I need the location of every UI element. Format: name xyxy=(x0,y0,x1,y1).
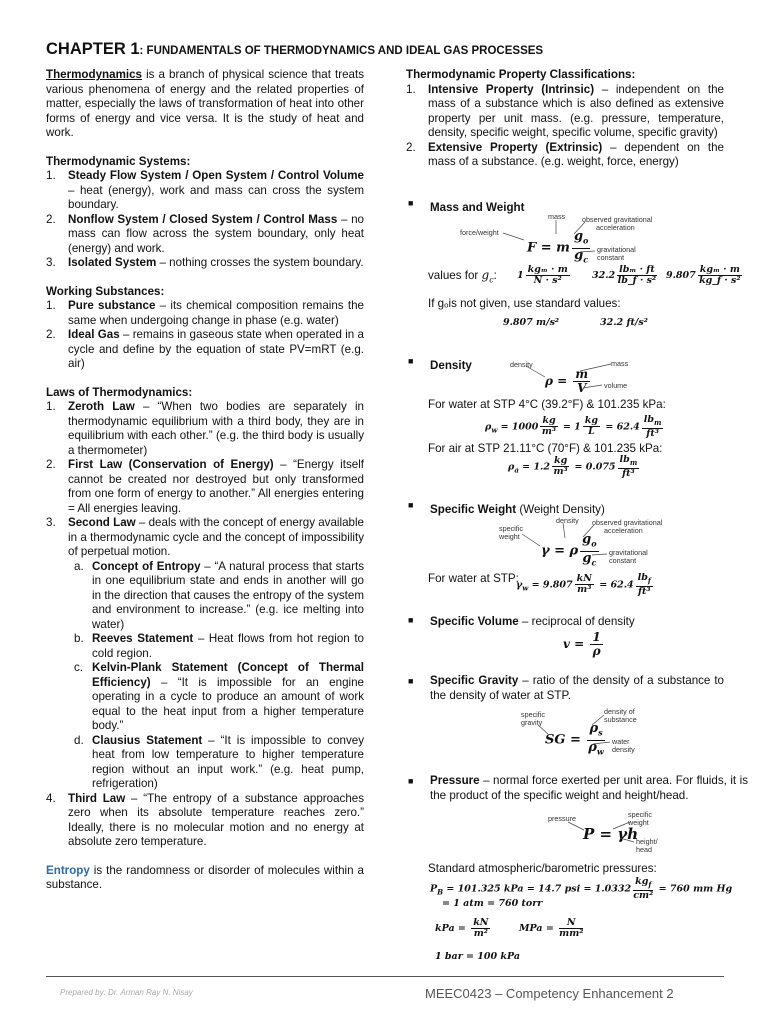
footer-course: MEEC0423 – Competency Enhancement 2 xyxy=(425,986,674,1001)
item-text: – dependent on the mass of a substance. (e.g. weight, force, energy) xyxy=(428,140,724,168)
gc-value-coef: 32.2 xyxy=(592,270,616,281)
item-text: – “When two bodies are separately in thermodynamic equilibrium with a third body, they are in equilibrium with each other.” (e.g. the third body is usually a thermometer) xyxy=(68,400,364,457)
annotation-specific: specific xyxy=(521,710,545,719)
bullet-icon: ■ xyxy=(408,356,414,366)
annotation-substance: substance xyxy=(604,715,637,724)
gc-value-coef: 9.807 xyxy=(666,270,696,281)
item-term: First Law (Conservation of Energy) xyxy=(68,458,274,471)
standard-values-note: If gₒis not given, use standard values: xyxy=(428,297,621,310)
item-term: Pure substance xyxy=(68,299,156,312)
gc-value-num: lbₘ · ft xyxy=(619,264,655,275)
systems-heading: Thermodynamic Systems: xyxy=(46,154,191,168)
item-text: – deals with the concept of energy available in a thermodynamic cycle and the concept of impossibility of perpetual motion. xyxy=(68,516,364,558)
annotation-constant: constant xyxy=(597,253,625,262)
classifications-heading: Thermodynamic Property Classifications: xyxy=(406,68,636,81)
item-text: – no mass can flow across the system boundary, only heat (energy) and work. xyxy=(68,212,364,255)
gc-value-den: N · s² xyxy=(533,275,562,286)
bullet-icon: ■ xyxy=(408,776,414,786)
gc-value-den: lb_f · s² xyxy=(617,275,657,286)
footer-divider xyxy=(46,976,724,977)
annotation-volume: volume xyxy=(604,381,628,390)
bullet-icon: ■ xyxy=(408,676,414,686)
item-number: 1. xyxy=(46,400,56,413)
annotation-weight: weight xyxy=(628,818,649,827)
gc-value-num: kgₘ · m xyxy=(527,264,568,275)
annotation-water-density: density xyxy=(612,745,635,754)
item-text: – remains in gaseous state when operated in a cycle and define by the equation of state PV=mRT (e.g. air) xyxy=(68,328,364,370)
entropy-term: Entropy xyxy=(46,863,90,877)
annotation-acceleration: acceleration xyxy=(604,526,643,535)
mpa-definition: MPa = $\frac{N}{\text{mm²}}$ xyxy=(519,917,584,939)
annotation-pressure: pressure xyxy=(548,814,576,823)
annotation-weight: weight xyxy=(499,532,520,541)
item-number: 3. xyxy=(46,516,56,529)
annotation-head: head xyxy=(636,845,652,854)
annotation-specific: specific xyxy=(499,524,523,533)
density-water-formula: $\rho_w = 1000$ $\frac{kg}{\text{m³}}$ = 1 $\frac{kg}{L}$ = 62.4 $\frac{lb_m}{\text{ft³}}$ xyxy=(485,414,662,439)
item-number: 3. xyxy=(46,256,56,269)
item-letter: d. xyxy=(74,733,84,747)
density-water-note: For water at STP 4°C (39.2°F) & 101.235 kPa: xyxy=(428,398,666,411)
annotation-gravitational-const: gravitational xyxy=(609,548,648,557)
item-term: Steady Flow System / Open System / Control Volume xyxy=(68,169,364,182)
annotation-density: density xyxy=(556,516,579,525)
density-equation: ρ = $\frac{m}{V}$ xyxy=(545,367,589,395)
substances-heading: Working Substances: xyxy=(46,284,165,298)
specific-volume-heading: Specific Volume xyxy=(430,615,519,628)
specific-weight-heading: Specific Weight xyxy=(430,503,517,516)
item-number: 2. xyxy=(46,212,56,226)
item-number: 2. xyxy=(46,458,56,471)
item-term: Reeves Statement xyxy=(92,632,194,645)
item-term: Extensive Property (Extrinsic) xyxy=(428,140,603,154)
item-term: Clausius Statement xyxy=(92,733,203,747)
annotation-constant: constant xyxy=(609,556,637,565)
item-text: – Heat flows from hot region to cold region. xyxy=(92,632,364,660)
item-term: Kelvin-Plank Statement (Concept of Thermal Efficiency) xyxy=(92,661,364,689)
bullet-icon: ■ xyxy=(408,198,414,208)
standard-value-si: 9.807 m/s² xyxy=(503,317,560,328)
item-text: – “Energy itself cannot be created nor destroyed but only transformed from one form of energy to another.” All energies entering = All energies leaving. xyxy=(68,458,364,515)
annotation-density-of: density of xyxy=(604,707,635,716)
gc-values-label: values for $g_c$: xyxy=(428,268,497,285)
pressure-heading: Pressure xyxy=(430,774,480,787)
item-term: Second Law xyxy=(68,516,136,529)
footer-author: Prepared by: Dr. Arman Ray N. Nisay xyxy=(60,988,193,997)
item-number: 2. xyxy=(406,140,416,154)
item-text: – “It is impossible for an engine operating in a cycle to produce an amount of work equal to the heat input from a higher temperature body.” xyxy=(92,675,364,732)
specific-weight-paren: (Weight Density) xyxy=(516,503,605,516)
gc-subscript: c xyxy=(489,275,494,285)
standard-value-english: 32.2 ft/s² xyxy=(600,317,648,328)
item-letter: a. xyxy=(74,559,84,573)
chapter-name: : FUNDAMENTALS OF THERMODYNAMICS AND IDEAL GAS PROCESSES xyxy=(139,45,544,57)
chapter-number: CHAPTER 1 xyxy=(46,40,140,58)
density-air-formula: $\rho_a = 1.2$ $\frac{kg}{\text{m³}}$ = 0.075 $\frac{lb_m}{\text{ft³}}$ xyxy=(508,454,638,479)
gc-symbol: g xyxy=(481,268,490,282)
specific-volume-text: – reciprocal of density xyxy=(518,615,635,628)
bullet-icon: ■ xyxy=(408,500,414,510)
item-term: Third Law xyxy=(68,791,126,805)
annotation-density: density xyxy=(510,360,533,369)
intro-term: Thermodynamics xyxy=(46,68,142,81)
specific-volume-equation: v = $\frac{1}{\rho}$ xyxy=(563,630,601,658)
atmospheric-formula-line2: = 1 atm = 760 torr xyxy=(442,898,543,909)
values-label-text: values for xyxy=(428,269,482,282)
annotation-gravitational: observed gravitational xyxy=(592,518,663,527)
specific-weight-water-note: For water at STP: xyxy=(428,572,519,585)
gc-value-num: kgₘ · m xyxy=(699,264,740,275)
mass-weight-heading: Mass and Weight xyxy=(430,201,525,214)
intro-text: is a branch of physical science that treats various phenomena of energy and the related properties of matter, especially the laws of transformation of heat into other forms of energy and vice versa. It is the study of heat and work. xyxy=(46,68,364,139)
pressure-text: – normal force exerted per unit area. For fluids, it is the product of the specific weight and height/head. xyxy=(430,774,748,802)
specific-gravity-text: – ratio of the density of a substance to the density of water at STP. xyxy=(430,674,724,702)
item-term: Concept of Entropy xyxy=(92,559,201,573)
annotation-height: height/ xyxy=(636,837,658,846)
annotation-gravitational-const: gravitational xyxy=(597,245,636,254)
item-letter: c. xyxy=(74,661,84,674)
item-term: Nonflow System / Closed System / Control Mass xyxy=(68,212,338,226)
specific-weight-water-formula: $\gamma_w = 9.807$ $\frac{kN}{\text{m³}}$ = 62.4 $\frac{lb_f}{\text{ft³}}$ xyxy=(516,572,651,597)
gc-value-coef: 1 xyxy=(517,270,524,281)
laws-heading: Laws of Thermodynamics: xyxy=(46,385,193,399)
atmospheric-formula-line1: $P_B = 101.325$ kPa = 14.7 psi = 1.0332 $\frac{kg_f}{\text{cm²}}$ = 760 mm Hg xyxy=(430,876,733,901)
annotation-force-weight: force/weight xyxy=(460,228,499,237)
item-text: – “A natural process that starts in one equilibrium state and ends in another will go in the direction that causes the entropy of the system and environment to increase.” (e.g. ice melting into water) xyxy=(92,559,364,631)
item-letter: b. xyxy=(74,632,84,645)
atmospheric-note: Standard atmospheric/barometric pressures: xyxy=(428,862,657,875)
item-number: 4. xyxy=(46,791,56,805)
density-heading: Density xyxy=(430,359,472,372)
specific-gravity-equation: SG = $\frac{\rho_s}{\rho_w}$ xyxy=(545,721,604,757)
bullet-icon: ■ xyxy=(408,615,414,625)
item-number: 1. xyxy=(406,82,416,96)
annotation-water: water xyxy=(612,737,630,746)
item-term: Isolated System xyxy=(68,256,157,269)
pressure-equation: P = γh xyxy=(583,825,639,843)
specific-gravity-heading: Specific Gravity xyxy=(430,674,519,687)
kpa-definition: kPa = $\frac{kN}{\text{m²}}$ xyxy=(435,917,489,939)
gc-value-den: kg_f · s² xyxy=(699,275,741,286)
item-number: 1. xyxy=(46,299,56,312)
annotation-acceleration: acceleration xyxy=(596,223,635,232)
density-air-note: For air at STP 21.11°C (70°F) & 101.235 kPa: xyxy=(428,442,663,455)
item-text: – heat (energy), work and mass can cross the system boundary. xyxy=(68,183,364,211)
annotation-mass: mass xyxy=(611,359,629,368)
item-text: – its chemical composition remains the same when undergoing change in phase (e.g. water) xyxy=(68,299,364,327)
annotation-mass: mass xyxy=(548,212,566,221)
item-text: – “It is impossible to convey heat from low temperature to higher temperature region without an input work.” (e.g. heat pump, refrigeration) xyxy=(92,733,365,790)
item-text: – “The entropy of a substance approaches zero when its absolute temperature reaches zero.” Ideally, there is no molecular motion and no energy at absolute zero temperature. xyxy=(68,791,365,848)
item-term: Intensive Property (Intrinsic) xyxy=(428,82,595,96)
item-number: 2. xyxy=(46,328,56,341)
force-equation: F = m $\frac{g_o}{g_c}$ xyxy=(527,229,589,265)
bar-definition: 1 bar = 100 kPa xyxy=(435,951,521,962)
specific-weight-equation: γ = ρ $\frac{g_o}{g_c}$ xyxy=(541,532,597,568)
item-number: 1. xyxy=(46,169,56,182)
annotation-gravity: gravity xyxy=(521,718,543,727)
item-text: – independent on the mass of a substance which is also defined as extensive property per unit mass. (e.g. pressure, temperature, density, specific weight, specific volume, specific gravity) xyxy=(428,82,724,139)
item-term: Ideal Gas xyxy=(68,328,120,341)
entropy-text: is the randomness or disorder of molecules within a substance. xyxy=(46,863,364,891)
item-term: Zeroth Law xyxy=(68,400,135,413)
item-text: – nothing crosses the system boundary. xyxy=(156,256,364,269)
annotation-gravitational: observed gravitational xyxy=(582,215,653,224)
annotation-specific: specific xyxy=(628,810,652,819)
